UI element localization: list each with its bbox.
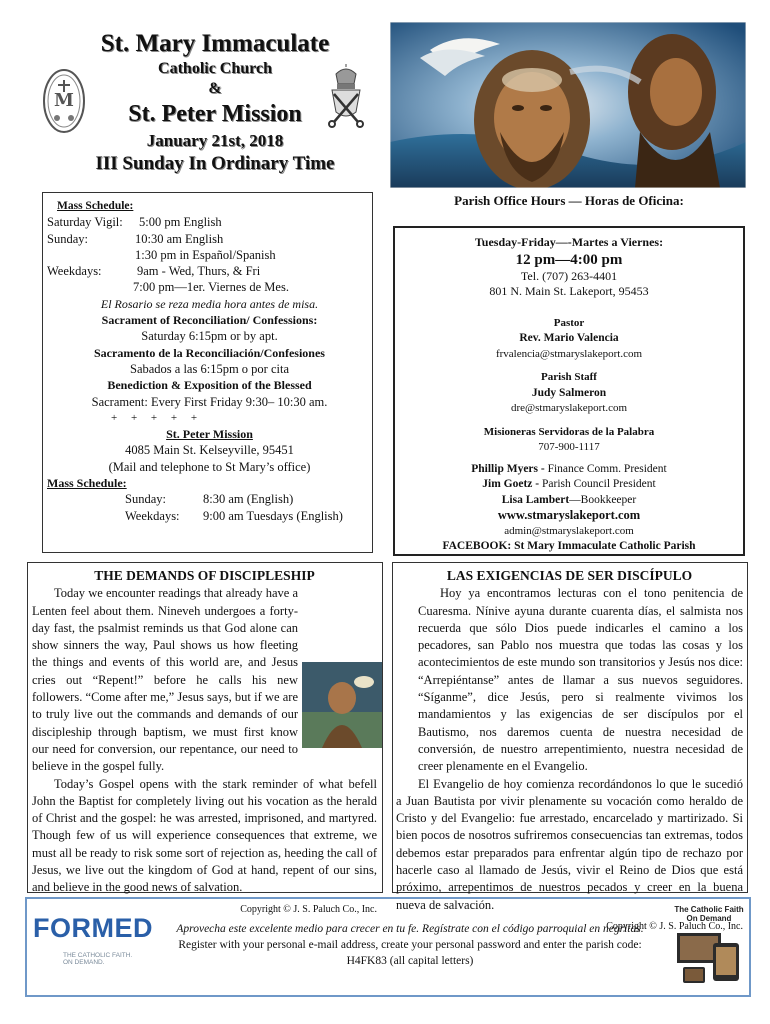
st-peter-note: (Mail and telephone to St Mary’s office) — [108, 459, 311, 474]
schedule-value: 1:30 pm in Español/Spanish — [135, 247, 276, 262]
svg-text:M: M — [54, 90, 74, 111]
spanish-copyright: Copyright © J. S. Paluch Co., Inc. — [606, 920, 743, 932]
pastor-label: Pastor — [553, 316, 585, 329]
schedule-label: Sunday: — [47, 231, 88, 246]
st-peter-label: Weekdays: — [125, 508, 180, 523]
schedule-value: 9am - Wed, Thurs, & Fri — [137, 264, 261, 279]
formed-text — [145, 921, 675, 969]
admin-email[interactable]: admin@stmaryslakeport.com — [504, 524, 634, 537]
spanish-paragraph-2: El Evangelio de hoy comienza recordándonos lo que le sucedió a Juan Bautista por vivir plenamente su vocación como heraldo de Cristo y del Evangelio: fue arrestado, encarcelado y martirizado. Si bien pocos de nosotros sufriremos consecuencias tan extremas, todos debemos estar preparados para enfrentar algún tipo de rechazo por hacerle caso al llamado de Jesús, vivir el Reino de Dios que está próximo, arrepentimos de nuestros pecados y creer en la buena nueva de salvación. — [396, 776, 743, 912]
schedule-label — [47, 247, 135, 263]
office-days: Tuesday-Friday—-Martes a Viernes: — [474, 235, 664, 249]
mass-schedule-box — [42, 192, 373, 553]
schedule-label: Saturday Vigil: — [47, 215, 123, 230]
baptism-of-christ-image — [390, 22, 746, 188]
staff-name: Judy Salmeron — [531, 386, 607, 399]
reconciliation-title: Sacrament of Reconciliation/ Confessions: — [101, 313, 318, 328]
schedule-row — [47, 263, 372, 279]
spanish-paragraph-1: Hoy ya encontramos lecturas con el tono penitencia de Cuaresma. Nínive ayuna durante cuarenta días, el salmista nos recuerda que sólo Dios puede indicarles el camino a los pecadores, san Pablo nos muestra que todas las cosas y los acontecimientos de este mundo son transitorios y Jesús nos dice: “Arrepiéntanse” antes de llamar a sus nuevos seguidores. “Síganme”, dice Jesús, pero si realmente vivimos los mandamientos y las exigencias de ser discípulos por el Bautismo, nos daremos cuenta de nuestra necesidad de conversión, de nuestro arrepentimiento, nuestra necesidad de creer plenamente en el Evangelio. — [418, 586, 743, 774]
council-name: Jim Goetz - — [482, 478, 540, 490]
council-line — [395, 477, 743, 493]
office-hours-title: Parish Office Hours — Horas de Oficina: — [454, 193, 684, 208]
st-peter-mass-heading: Mass Schedule: — [47, 476, 127, 491]
john-the-baptist-image — [302, 662, 382, 758]
pastor-name: Rev. Mario Valencia — [519, 332, 619, 344]
council-role: —Bookkeeper — [569, 493, 637, 506]
formed-tagline-2: ON DEMAND. — [63, 959, 105, 966]
schedule-label — [47, 279, 133, 295]
missioneras-phone: 707-900-1117 — [538, 441, 600, 453]
english-paragraph-2: Today’s Gospel opens with the stark reminder of what befell John the Baptist for completely living out his vocation as the herald of Christ and the gospel: he was arrested, imprisoned, and martyred. Though few of us will experience consequences that extreme, we must all be ready to risk some sort of rejection as, heeding the call of Jesus, we live out the kingdom of God at hand, repent of our sins, and believe in the good news of salvation. — [32, 776, 377, 895]
st-peter-value: 8:30 am (English) — [203, 492, 294, 507]
schedule-row — [47, 231, 372, 247]
formed-promo-image — [673, 905, 745, 991]
office-hours: 12 pm—4:00 pm — [515, 251, 623, 268]
liturgical-sunday: III Sunday In Ordinary Time — [95, 153, 335, 174]
schedule-label: Weekdays: — [47, 264, 102, 279]
missioneras-label: Misioneras Servidoras de la Palabra — [483, 425, 655, 438]
marian-medal-icon — [42, 68, 86, 134]
council-line — [395, 493, 743, 509]
schedule-value: 7:00 pm—1er. Viernes de Mes. — [133, 280, 289, 295]
reconciliation-time: Saturday 6:15pm or by apt. — [141, 329, 278, 344]
st-peter-value: 9:00 am Tuesdays (English) — [203, 508, 343, 523]
council-role: Finance Comm. President — [544, 462, 667, 475]
st-peter-label: Sunday: — [125, 492, 166, 507]
council-role: Parish Council President — [539, 478, 656, 490]
st-peter-title: St. Peter Mission — [166, 427, 253, 442]
formed-tagline-1: THE CATHOLIC FAITH. — [63, 952, 133, 959]
mass-schedule-heading: Mass Schedule: — [57, 200, 134, 212]
schedule-value: 5:00 pm English — [139, 215, 222, 230]
church-name: St. Mary Immaculate — [100, 30, 330, 57]
benediction-title: Benediction & Exposition of the Blessed — [107, 378, 312, 393]
facebook-line[interactable]: FACEBOOK: St Mary Immaculate Catholic Parish — [442, 540, 696, 552]
formed-line-spanish: Aprovecha este excelente medio para crecer en tu fe. Regístrate con el código parroquial en negritas. — [176, 923, 644, 935]
formed-line-english: Register with your personal e-mail address, create your personal password and enter the parish code: — [178, 939, 642, 951]
reconciliacion-title: Sacramento de la Reconciliación/Confesiones — [94, 345, 325, 360]
spanish-article-title: LAS EXIGENCIAS DE SER DISCÍPULO — [446, 568, 693, 583]
council-name: Lisa Lambert — [501, 493, 570, 506]
church-subtitle: Catholic Church — [158, 60, 272, 77]
papal-keys-icon — [322, 64, 370, 132]
plus-divider: + + + + + — [111, 411, 198, 424]
mission-name: St. Peter Mission — [128, 101, 302, 127]
english-paragraph-1: Today we encounter readings that already have a Lenten feel about them. Nineveh undergoes a forty-day fast, the psalmist reminds us that God alone can show sinners the way, Paul shows us how fleeting the things and events of this world are, and Jesus cries out “Repent!” before he calls his new followers. “Come after me,” Jesus says, but if we are to truly live out the commands and demands of our discipleship through baptism, we must first know our need for conversion, our repentance, our need to believe in the gospel fully. — [32, 586, 298, 774]
schedule-row — [47, 214, 372, 230]
spanish-image-gap — [396, 662, 416, 758]
schedule-row — [47, 247, 372, 263]
council-name: Phillip Myers - — [471, 462, 545, 475]
schedule-row — [47, 279, 372, 295]
english-article — [27, 562, 383, 915]
office-info-box — [393, 226, 745, 556]
staff-email[interactable]: dre@stmaryslakeport.com — [510, 402, 628, 414]
pastor-email[interactable]: frvalencia@stmaryslakeport.com — [495, 347, 643, 360]
rosary-note: El Rosario se reza media hora antes de misa. — [100, 296, 319, 311]
formed-parish-code: H4FK83 (all capital letters) — [346, 955, 474, 967]
st-peter-address: 4085 Main St. Kelseyville, 95451 — [125, 443, 294, 458]
formed-logo — [33, 913, 153, 966]
st-peter-row — [125, 508, 372, 524]
council-line — [395, 462, 743, 478]
english-copyright: Copyright © J. S. Paluch Co., Inc. — [240, 903, 377, 915]
office-address: 801 N. Main St. Lakeport, 95453 — [489, 284, 649, 298]
bulletin-date: January 21st, 2018 — [146, 131, 284, 150]
english-article-title: THE DEMANDS OF DISCIPLESHIP — [94, 568, 315, 583]
benediction-time: Sacrament: Every First Friday 9:30– 10:30 am. — [91, 394, 328, 409]
reconciliacion-time: Sabados a las 6:15pm o por cita — [130, 361, 289, 376]
st-peter-row — [125, 491, 372, 507]
formed-banner[interactable] — [25, 897, 751, 997]
formed-logo-text: FORMED — [33, 913, 153, 943]
ampersand: & — [208, 80, 222, 97]
parish-website[interactable]: www.stmaryslakeport.com — [497, 508, 641, 522]
formed-promo-title: The Catholic Faith On Demand — [674, 905, 744, 923]
office-phone: Tel. (707) 263-4401 — [520, 268, 618, 283]
schedule-value: 10:30 am English — [135, 231, 224, 246]
staff-label: Parish Staff — [541, 371, 597, 383]
